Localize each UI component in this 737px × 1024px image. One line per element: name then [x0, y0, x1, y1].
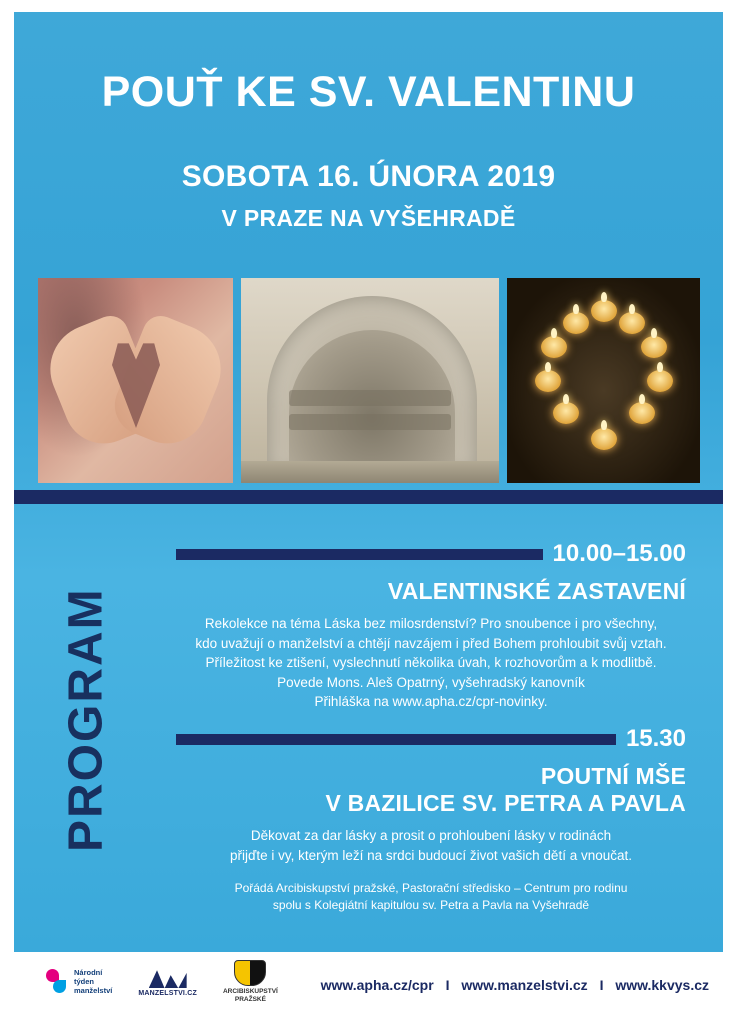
- program-description: [176, 614, 686, 712]
- page-title: POUŤ KE SV. VALENTINU: [101, 68, 636, 116]
- program-description: [176, 826, 686, 865]
- candle-icon: [591, 428, 617, 450]
- candle-icon: [553, 402, 579, 424]
- description-line: Děkovat za dar lásky a prosit o prohloubení lásky v rodinách: [250, 828, 612, 844]
- candle-icon: [641, 336, 667, 358]
- link-separator: I: [599, 977, 604, 993]
- description-line: Povede Mons. Aleš Opatrný, vyšehradský kanovník: [277, 674, 585, 690]
- program-title-line: V BAZILICE SV. PETRA A PAVLA: [325, 790, 686, 817]
- link-separator: I: [445, 977, 450, 993]
- event-location: V PRAZE NA VYŠEHRADĚ: [221, 205, 516, 231]
- portal-relief-band: [289, 390, 452, 406]
- link-manzelstvi[interactable]: www.manzelstvi.cz: [461, 977, 588, 993]
- candle-icon: [535, 370, 561, 392]
- candle-icon: [563, 312, 589, 334]
- description-line: přijďte i vy, kterým leží na srdci budoucí život vašich dětí a vnoučat.: [230, 847, 632, 863]
- header-rule: [176, 734, 616, 745]
- heart-of-candles-photo: [507, 278, 700, 483]
- program-block: [176, 540, 686, 712]
- basilica-portal-photo: [241, 278, 500, 483]
- two-hearts-icon: [46, 969, 68, 995]
- mountains-icon: [149, 966, 187, 988]
- program-title: VALENTINSKÉ ZASTAVENÍ: [387, 578, 686, 604]
- organizer-line: spolu s Kolegiátní kapitulou sv. Petra a Pavla na Vyšehradě: [272, 898, 590, 913]
- footer-logos: [46, 960, 278, 1004]
- footer-links: [321, 977, 709, 993]
- program-label: PROGRAM: [59, 587, 113, 853]
- header-rule: [176, 549, 543, 560]
- arcibiskupstvi-prazske-logo: [223, 960, 278, 1004]
- candle-icon: [629, 402, 655, 424]
- logo-text: [223, 988, 278, 1004]
- program-title-line: POUTNÍ MŠE: [540, 763, 686, 789]
- logo-text-line: týden: [74, 977, 95, 987]
- program-block: [176, 725, 686, 865]
- narodni-tyden-manzelstvi-logo: [46, 968, 112, 996]
- candle-icon: [541, 336, 567, 358]
- footer: [0, 955, 737, 1017]
- manzelstvi-cz-logo: [138, 966, 197, 997]
- divider-band: [14, 490, 723, 504]
- portal-relief-band: [289, 414, 452, 430]
- description-line: Přihláška na www.apha.cz/cpr-novinky.: [314, 694, 548, 710]
- logo-text-line: ARCIBISKUPSTVÍ: [222, 988, 278, 995]
- organizer-note: [176, 880, 686, 915]
- description-line: Rekolekce na téma Láska bez milosrdenství? Pro snoubence i pro všechny,: [204, 616, 658, 632]
- program-block-header: [176, 540, 686, 568]
- logo-text: [74, 968, 112, 996]
- logo-text-line: manželství: [74, 986, 113, 996]
- description-line: kdo uvažují o manželství a chtějí navzájem i před Bohem prohloubit svůj vztah.: [195, 635, 667, 651]
- link-kkvys[interactable]: www.kkvys.cz: [615, 977, 709, 993]
- organizer-line: Pořádá Arcibiskupství pražské, Pastorační středisko – Centrum pro rodinu: [234, 881, 628, 895]
- logo-text-line: PRAŽSKÉ: [234, 995, 266, 1003]
- coat-of-arms-icon: [234, 960, 266, 986]
- program-block-header: [176, 725, 686, 753]
- candle-icon: [591, 300, 617, 322]
- hands-heart-photo: [38, 278, 233, 483]
- link-apha[interactable]: www.apha.cz/cpr: [320, 977, 434, 993]
- portal-arch-shape: [267, 296, 477, 476]
- event-date: SOBOTA 16. ÚNORA 2019: [181, 160, 556, 193]
- candle-icon: [647, 370, 673, 392]
- photo-strip: [38, 278, 700, 483]
- candle-icon: [619, 312, 645, 334]
- logo-text-line: Národní: [74, 967, 103, 977]
- program-time: 15.30: [625, 725, 686, 752]
- logo-text: MANZELSTVI.CZ: [138, 990, 197, 998]
- program-title: [176, 763, 686, 817]
- program-time: 10.00–15.00: [552, 540, 686, 567]
- description-line: Příležitost ke ztišení, vyslechnutí několika úvah, k rozhovorům a k modlitbě.: [205, 655, 657, 671]
- portal-base-shape: [241, 461, 500, 483]
